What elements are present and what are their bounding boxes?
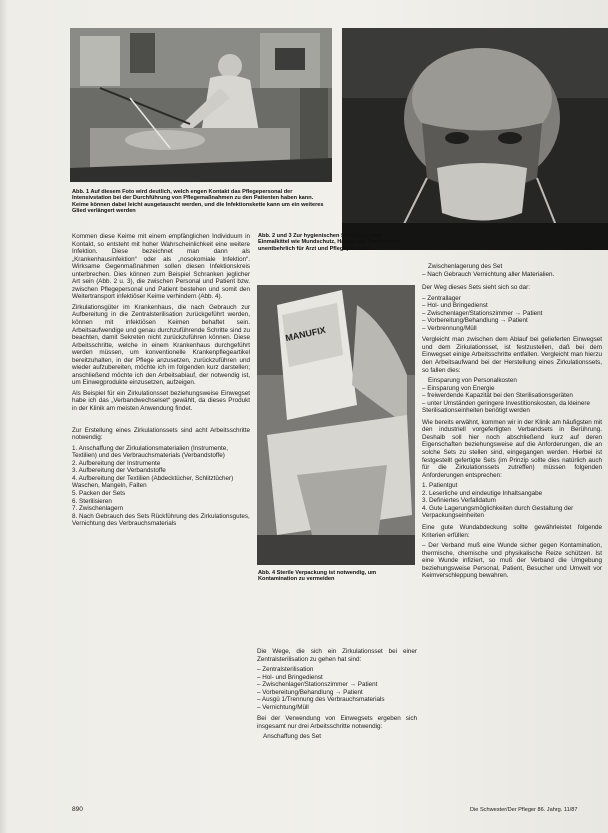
col3-ways-list	[422, 295, 602, 333]
list-item: – Nach Gebrauch Vernichtung aller Materialien.	[422, 270, 555, 278]
list-item: 2. Aufbereitung der Instrumente	[72, 459, 161, 467]
list-item: – Verbrennung/Müll	[422, 324, 477, 332]
col2-outro: Bei der Verwendung von Einwegsets ergeben sich insgesamt nur drei Arbeitsschritte notwendig:	[257, 715, 417, 730]
package-photo-graphic	[257, 285, 415, 565]
journal-reference: Die Schwester/Der Pfleger 86. Jahrg. 11/87	[470, 807, 578, 813]
list-item: 5. Packen der Sets	[72, 489, 126, 497]
caption-figure-4: Abb. 4 Sterile Verpackung ist notwendig, um Kontamination zu vermeiden	[258, 570, 377, 583]
col2-last: Anschaffung des Set	[263, 733, 321, 741]
col3-savings-list	[422, 377, 602, 415]
caption-figure-2-3: Abb. 2 und 3 Zur hygienischen Sicherheit sind Einmalkittel wie Mundschutz, Haube und Handschuhe unentbehrlich für Arzt und Pflegepersonal	[258, 233, 402, 252]
col3-paragraph-1: Vergleicht man zwischen dem Ablauf bei gelieferten Einwegset und dem Zirkulationsset, ist festzustellen, daß bei dem Einwegset einige Arbeitsschritte entfallen. Vergleicht man hierzu den Arbeitsaufwand bei der Herstellung eines Zirkulationssets, so fallen dies:	[422, 336, 602, 374]
photo-surgeon-mask	[342, 28, 608, 250]
list-item: 3. Definiertes Verfalldatum	[422, 497, 496, 505]
list-item: Zwischenlagerung des Set	[428, 263, 503, 270]
list-item: – freiwerdende Kapazität bei den Sterilisationsgeräten	[422, 392, 573, 400]
page-number: 890	[72, 806, 83, 813]
list-item: – unter Umständen geringere Investitionskosten, da kleinere Sterilisationseinheiten benötigt werden	[422, 399, 591, 415]
icu-photo-graphic	[70, 28, 332, 182]
list-item: – Ausgü 1/Trennung des Verbrauchsmaterials	[257, 696, 385, 704]
photo-sterile-package	[257, 285, 415, 565]
list-item: 4. Gute Lagerungsmöglichkeiten durch Gestaltung der Verpackungseinheiten	[422, 504, 574, 520]
col1-paragraph-2: Zirkulationsgüter im Krankenhaus, die nach Gebrauch zur Aufbereitung in die Zentralsterilisation zurückgeführt werden, können mit infektiösen Keimen behaftet sein. Arbeitsaufwendige und genau durchzuführende Schritte sind zu beachten, damit Sekreten nicht zurückzuführen können. Diese Arbeitsschritte, welche in einem Krankenhaus durchgeführt werden müssen, um konventionelle Krankenpflegeartikel bereitzuhalten, in der Pflege anzusetzen, zurückzuführen und wieder aufzubereiten, möchte ich im folgenden kurz darstellen; anschließend möchte ich den Arbeitsablauf, der notwendig ist, um Einwegprodukte einzusetzen, aufzeigen.	[72, 303, 250, 387]
surgeon-photo-graphic	[342, 28, 608, 250]
package-label: MANUFIX	[284, 324, 327, 344]
col3-paragraph-3: Eine gute Wundabdeckung sollte gewährleistet folgende Kriterien erfüllen:	[422, 523, 602, 539]
list-item: – Vorbereitung/Behandlung → Patient	[422, 317, 528, 325]
list-item: 3. Aufbereitung der Verbandstoffe	[72, 467, 166, 475]
list-item: 1. Anschaffung der Zirkulationsmaterialien (Instrumente, Textilien) und des Verbrauchsmaterials (Verbandstoffe)	[72, 444, 228, 460]
col1-paragraph-3: Als Beispiel für ein Zirkulationsset beziehungsweise Einwegset habe ich das „Verbandwechselset“ gewählt, da dieses Produkt in der Klinik am meisten Anwendung findet.	[72, 389, 250, 413]
photo-icu-nurse	[70, 28, 332, 182]
col1-list-intro: Zur Erstellung eines Zirkulationssets sind acht Arbeitsschritte notwendig:	[72, 426, 250, 442]
column-3	[422, 263, 602, 583]
col3-way-intro: Der Weg dieses Sets sieht sich so dar:	[422, 284, 531, 292]
list-item: – Vorbereitung/Behandlung → Patient	[257, 688, 363, 696]
col2-ways-list	[257, 666, 417, 711]
list-item: 8. Nach Gebrauch des Sets Rückführung des Zirkulationsgutes, Vernichtung des Verbrauchsmaterials	[72, 512, 250, 528]
list-item: 4. Aufbereitung der Textilien (Abdecktücher, Schlitztücher) Waschen, Mangeln, Falten	[72, 474, 234, 490]
col1-steps-list	[72, 445, 250, 528]
list-item: – Zwischenlager/Stationszimmer → Patient	[422, 309, 543, 317]
col3-top-list	[422, 263, 602, 278]
col2-intro: Die Wege, die sich ein Zirkulationsset bei einer Zentralsterilisation zu gehen hat sind:	[257, 648, 417, 663]
col3-requirements-list	[422, 482, 602, 520]
list-item: – Vernichtung/Müll	[257, 703, 309, 711]
list-item: – Zwischenlager/Stationszimmer → Patient	[257, 681, 378, 689]
col1-paragraph-1: Kommen diese Keime mit einem empfänglichen Individuum in Kontakt, so entsteht mit hoher Wahrscheinlichkeit eine weitere Infektion. Diese bezeichnet man dann als „Krankenhausinfektion“ oder als „nosokomiale Infektion“. Wirksame Gegenmaßnahmen sollen diesen Infektionskreis unterbrechen. Dies können zum Beispiel Schranken jeglicher Art sein (Abb. 2 u. 3), die zwischen Personal und Patient bzw. zwischen Pflegepersonal und Patient bestehen und somit den Weitertransport infektiöser Keime verhindern (Abb. 4).	[72, 233, 250, 301]
list-item: – Hol- und Bringedienst	[257, 673, 323, 681]
list-item: 6. Sterilisieren	[72, 497, 112, 505]
list-item: – Hol- und Bringedienst	[422, 302, 488, 310]
column-1	[72, 233, 250, 528]
list-item: 7. Zwischenlagern	[72, 505, 124, 513]
list-item: 2. Leserliche und eindeutige Inhaltsangabe	[422, 489, 543, 497]
list-item: – Zentrallager	[422, 294, 461, 302]
col3-paragraph-2: Wie bereits erwähnt, kommen wir in der Klinik am häufigsten mit den industriell vorgefertigten Verbandsets in Berührung. Deshalb soll hier noch abschließend kurz auf deren Eigenschaften beziehungsweise auf die Anforderungen, die an solche Sets zu stellen sind, eingegangen werden. Hierbei ist festgestellt gefertigte Sets (im Prinzip sollte dies natürlich auch für die Zirkulationssets zutreffen) müssen folgenden Anforderungen entsprechen:	[422, 418, 602, 479]
col3-criteria: – Der Verband muß eine Wunde sicher gegen Kontamination, thermische, chemische und physikalische Reize schützen. Ist eine Wunde infiziert, so muß der Verband die Umgebung beziehungsweise Personal, Patient, Besucher und Umwelt vor Keimverschleppung bewahren.	[422, 542, 602, 580]
caption-figure-1: Abb. 1 Auf diesem Foto wird deutlich, welch engen Kontakt das Pflegepersonal der Intensivstation bei der Durchführung von Pflegemaßnahmen zu den Patienten haben kann. Keime können dabei leicht ausgetauscht werden, und die Infektionskette kann um ein weiteres Glied verlängert werden	[72, 189, 324, 215]
column-2	[257, 648, 417, 744]
list-item: Einsparung von Personalkosten	[428, 377, 517, 385]
list-item: – Einsparung von Energie	[422, 384, 495, 392]
list-item: 1. Patientgut	[422, 482, 458, 490]
list-item: – Zentralsterilisation	[257, 666, 314, 674]
